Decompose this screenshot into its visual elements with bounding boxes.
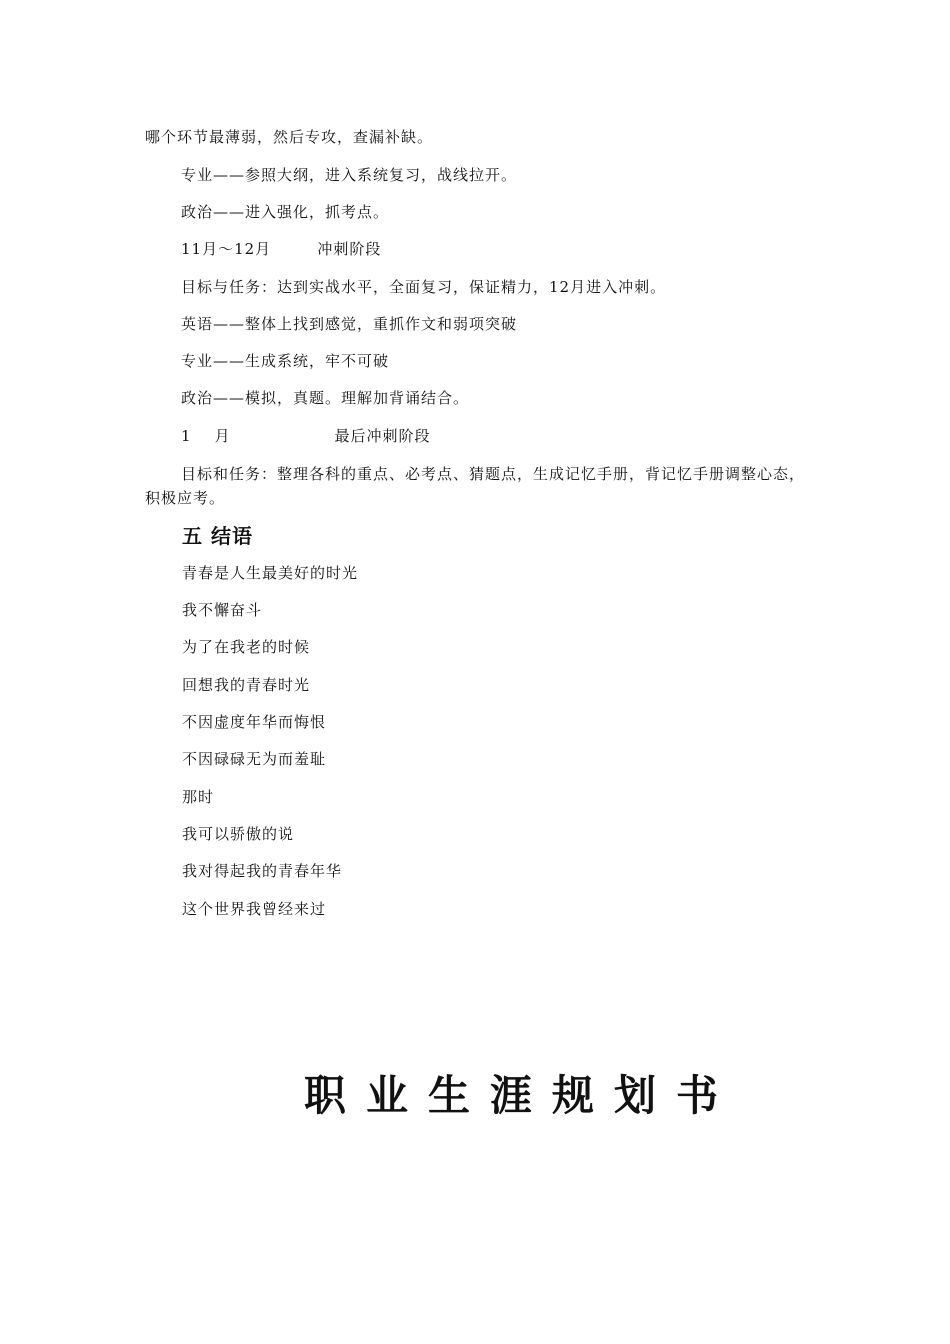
poem-line: 青春是人生最美好的时光 (182, 564, 359, 582)
plan-line-sprint-period: 11月～12月 冲刺阶段 (181, 240, 382, 258)
poem-line: 我对得起我的青春年华 (182, 862, 343, 880)
poem-line: 为了在我老的时候 (182, 638, 311, 656)
continuation-line: 哪个环节最薄弱，然后专攻，查漏补缺。 (145, 128, 434, 146)
poem-line: 不因虚度年华而悔恨 (182, 713, 327, 731)
poem-line: 回想我的青春时光 (182, 676, 311, 694)
plan-line-final-period: 1 月 最后冲刺阶段 (181, 427, 431, 445)
poem-line: 我不懈奋斗 (182, 601, 263, 619)
plan-line-politics-mock: 政治——模拟，真题。理解加背诵结合。 (181, 389, 470, 407)
plan-line-politics: 政治——进入强化，抓考点。 (181, 203, 390, 221)
final-goal-paragraph: 目标和任务：整理各科的重点、必考点、猜题点，生成记忆手册，背记忆手册调整心态，积极应考。 (145, 465, 806, 507)
plan-line-english: 英语——整体上找到感觉，重抓作文和弱项突破 (181, 315, 518, 333)
section-heading: 五 结语 (182, 524, 253, 548)
document-title: 职业生涯规划书 (304, 1071, 739, 1120)
poem-line: 我可以骄傲的说 (182, 825, 295, 843)
plan-line-major-system: 专业——生成系统，牢不可破 (181, 352, 390, 370)
poem-line: 不因碌碌无为而羞耻 (182, 750, 327, 768)
poem-line: 这个世界我曾经来过 (182, 900, 327, 918)
plan-line-major: 专业——参照大纲，进入系统复习，战线拉开。 (181, 166, 518, 184)
poem-line: 那时 (182, 788, 215, 806)
plan-line-sprint-goal: 目标与任务：达到实战水平，全面复习，保证精力，12月进入冲刺。 (181, 278, 667, 296)
